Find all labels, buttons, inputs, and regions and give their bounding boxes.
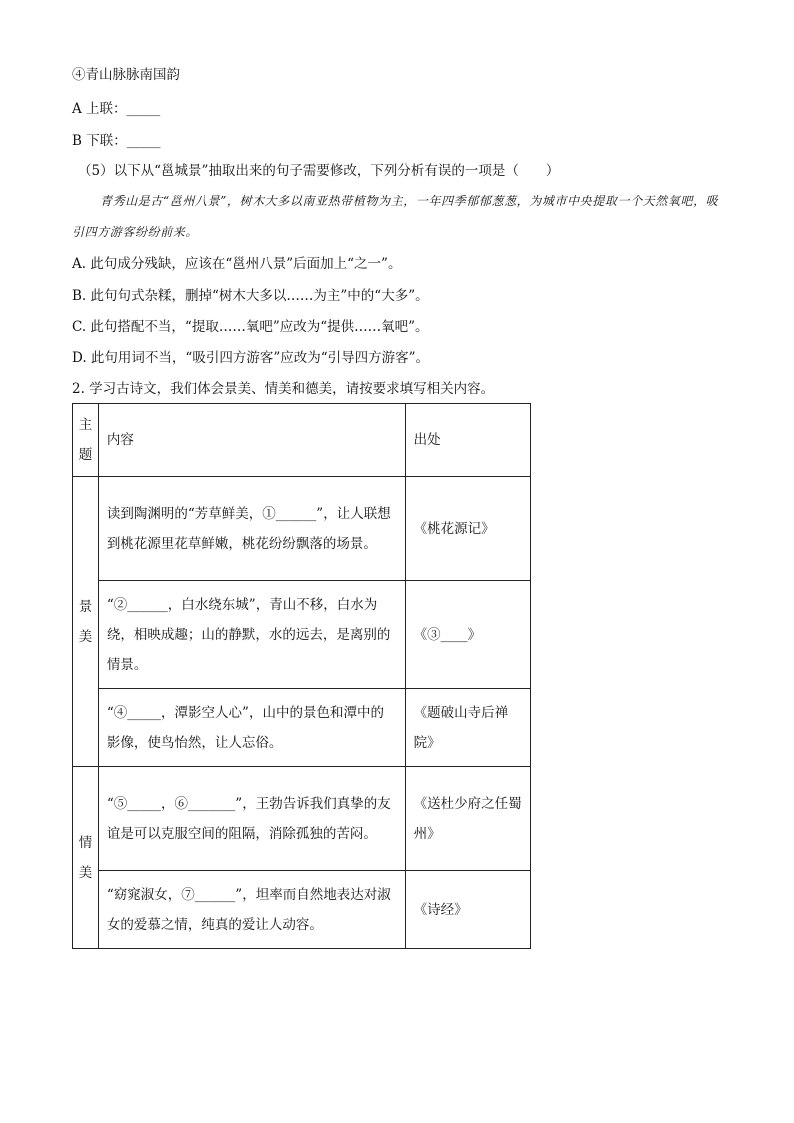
question-5: （5）以下从“邕城景”抽取出来的句子需要修改，下列分析有误的一项是（ ） [78, 163, 560, 179]
item-4-text: ④青山脉脉南国韵 [72, 67, 180, 83]
content-cell [98, 581, 405, 689]
content-text: “②______，白水绕东城”，青山不移，白水为绕，相映成趣；山的静默，水的远去，是离别的情景。 [106, 596, 391, 673]
header-theme-char: 题 [78, 447, 93, 463]
option-c: C. 此句搭配不当，“提取……氧吧”应改为“提供……氧吧”。 [72, 319, 429, 335]
content-text: “⑤_____，⑥_______”，王勃告诉我们真挚的友谊是可以克服空间的阻隔，消除孤独的苦闷。 [106, 795, 391, 842]
theme-char: 美 [78, 628, 93, 645]
poetry-table [72, 403, 531, 949]
table-row [73, 767, 531, 871]
option-a: A. 此句成分残缺，应该在“邕州八景”后面加上“之一”。 [72, 256, 402, 272]
content-cell [98, 477, 405, 581]
content-cell [98, 871, 405, 949]
table-row [73, 477, 531, 581]
header-source-cell: 出处 [405, 404, 530, 477]
theme-char: 美 [78, 864, 93, 881]
quoted-sentence: 青秀山是古“邕州八景”，树木大多以南亚热带植物为主，一年四季郁郁葱葱，为城市中央提取一个天然氧吧，吸引四方游客纷纷前来。 [72, 194, 719, 239]
header-content-cell: 内容 [98, 404, 405, 477]
content-text: “④_____，潭影空人心”，山中的景色和潭中的影像，使鸟怡然，让人忘俗。 [106, 704, 384, 751]
table-header-row [73, 404, 531, 477]
source-cell: 《题破山寺后禅院》 [405, 689, 530, 767]
source-cell: 《桃花源记》 [405, 477, 530, 581]
lower-couplet-blank: B 下联：_____ [72, 133, 161, 149]
theme-scenery-cell [73, 477, 99, 767]
theme-emotion-cell [73, 767, 99, 949]
table-row [73, 581, 531, 689]
option-d: D. 此句用词不当，“吸引四方游客”应改为“引导四方游客”。 [72, 350, 430, 366]
content-text: 读到陶渊明的“芳草鲜美，①______”，让人联想到桃花源里花草鲜嫩，桃花纷纷飘落的场景。 [106, 505, 391, 552]
source-cell: 《送杜少府之任蜀州》 [405, 767, 530, 871]
upper-couplet-blank: A 上联：_____ [72, 101, 161, 117]
content-text: “窈窕淑女，⑦______”，坦率而自然地表达对淑女的爱慕之情，纯真的爱让人动容。 [106, 886, 391, 933]
source-cell: 《诗经》 [405, 871, 530, 949]
header-theme-char: 主 [78, 417, 93, 433]
header-theme-cell [73, 404, 99, 477]
theme-char: 景 [78, 598, 93, 615]
content-cell [98, 767, 405, 871]
table-row [73, 871, 531, 949]
source-cell: 《③____》 [405, 581, 530, 689]
table-row [73, 689, 531, 767]
theme-char: 情 [78, 834, 93, 851]
content-cell [98, 689, 405, 767]
question-2: 2. 学习古诗文，我们体会景美、情美和德美，请按要求填写相关内容。 [72, 381, 495, 397]
option-b: B. 此句句式杂糅，删掉“树木大多以……为主”中的“大多”。 [72, 288, 429, 304]
